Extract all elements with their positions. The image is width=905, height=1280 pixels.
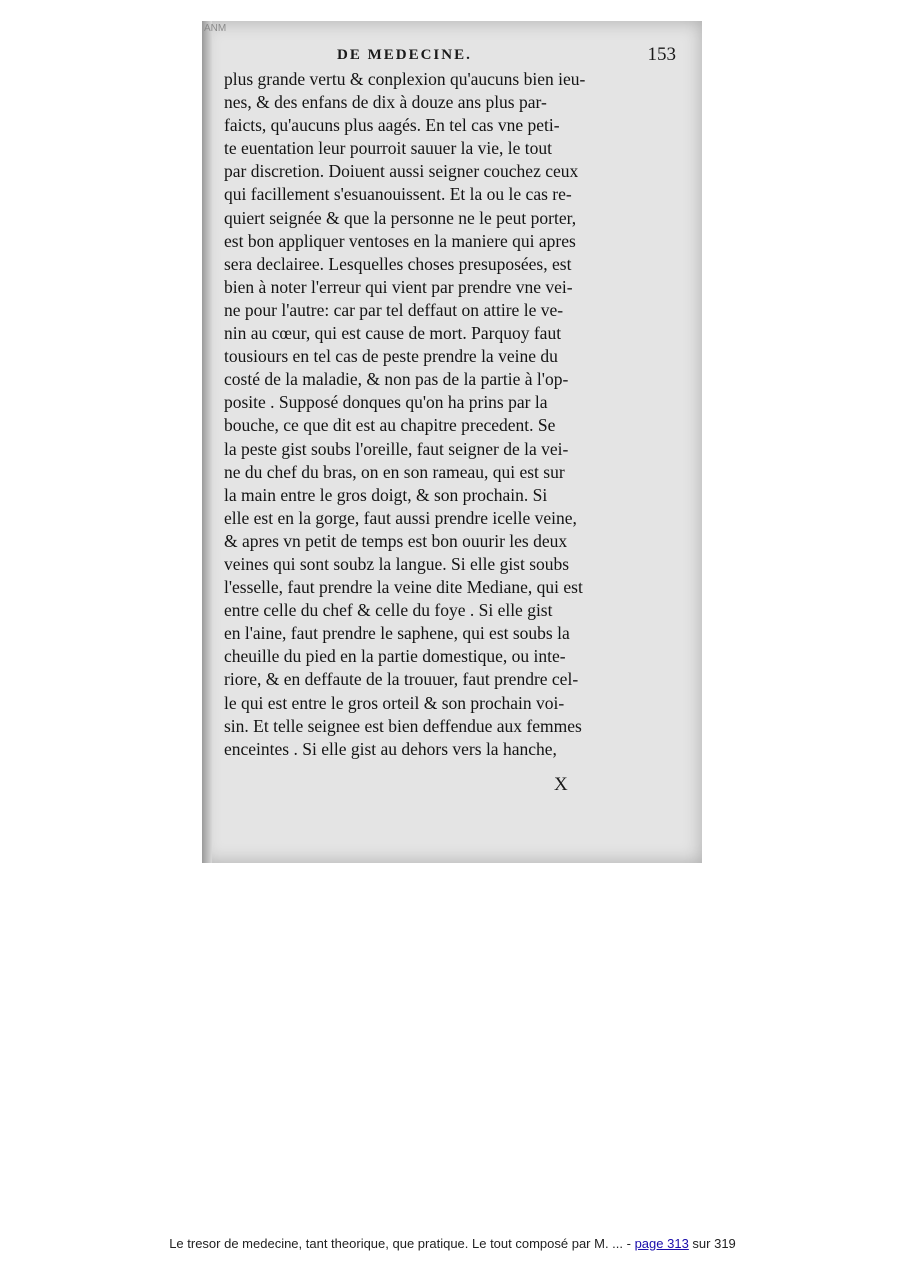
text-line: plus grande vertu & conplexion qu'aucuns bien ieu- [224,69,586,89]
text-line: cheuille du pied en la partie domestique, ou inte- [224,646,566,667]
text-line: sera declairee. Lesquelles choses presuposées, est [224,253,572,274]
text-line: veines qui sont soubz la langue. Si elle gist soubs [224,553,570,574]
text-line: le qui est entre le gros orteil & son prochain voi- [224,692,565,713]
text-line: nes, & des enfans de dix à douze ans plus par- [224,92,547,113]
page-footer [0,1236,905,1251]
text-line: la main entre le gros doigt, & son prochain. Si [224,484,548,505]
text-line: faicts, qu'aucuns plus aagés. En tel cas vne peti- [224,115,560,136]
library-watermark: ANM [204,23,227,34]
text-line: ne pour l'autre: car par tel deffaut on attire le ve- [224,299,564,320]
page-number: 153 [647,44,676,65]
page-spine-shadow [202,21,212,863]
footer-total: sur 319 [688,1236,736,1251]
text-line: sin. Et telle seignee est bien deffendue aux femmes [224,715,582,736]
text-line: elle est en la gorge, faut aussi prendre icelle veine, [224,507,577,528]
text-line: quiert seignée & que la personne ne le peut porter, [224,207,577,228]
text-line: tousiours en tel cas de peste prendre la veine du [224,346,558,367]
text-line: en l'aine, faut prendre le saphene, qui est soubs la [224,623,570,644]
text-line: riore, & en deffaute de la trouuer, faut prendre cel- [224,669,579,690]
text-line: la peste gist soubs l'oreille, faut seigner de la vei- [224,438,569,459]
scanned-page [202,21,702,863]
text-line: posite . Supposé donques qu'on ha prins par la [224,392,548,413]
text-line: nin au cœur, qui est cause de mort. Parquoy faut [224,323,562,344]
page-link[interactable]: page 313 [634,1236,689,1251]
footer-title: Le tresor de medecine, tant theorique, que pratique. Le tout composé par M. ... - [169,1236,635,1251]
running-head [222,44,682,69]
text-line: te euentation leur pourroit sauuer la vie, le tout [224,138,553,159]
text-line: est bon appliquer ventoses en la maniere qui apres [224,230,576,251]
body-text [224,68,680,761]
signature-mark: X [554,774,568,795]
text-line: enceintes . Si elle gist au dehors vers la hanche, [224,738,557,759]
running-head-title: DE MEDECINE. [337,47,472,63]
text-line: & apres vn petit de temps est bon ouurir les deux [224,530,568,551]
text-line: qui facillement s'esuanouissent. Et la ou le cas re- [224,184,572,205]
text-line: par discretion. Doiuent aussi seigner couchez ceux [224,161,579,182]
text-line: ne du chef du bras, on en son rameau, qui est sur [224,461,565,482]
text-line: costé de la maladie, & non pas de la partie à l'op- [224,369,569,390]
text-line: bien à noter l'erreur qui vient par prendre vne vei- [224,276,573,297]
text-line: bouche, ce que dit est au chapitre precedent. Se [224,415,556,436]
text-line: l'esselle, faut prendre la veine dite Mediane, qui est [224,577,583,598]
text-line: entre celle du chef & celle du foye . Si elle gist [224,600,553,621]
